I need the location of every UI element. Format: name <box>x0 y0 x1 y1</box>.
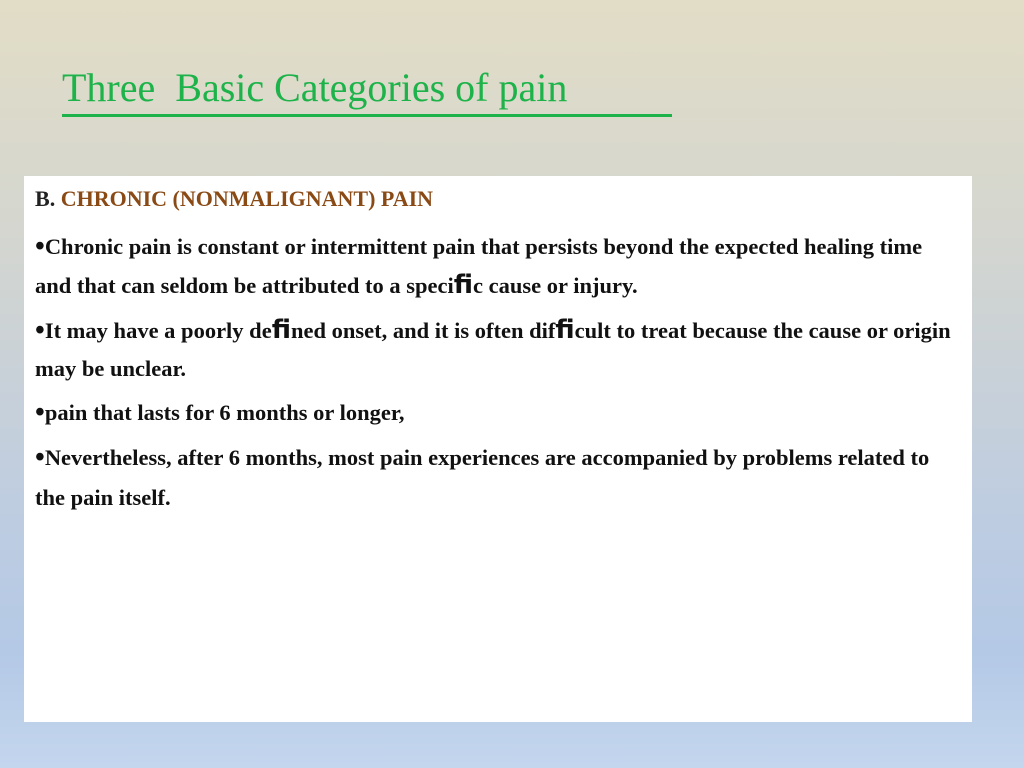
bullet-text: cult to treat because the cause or origin may be unclear. <box>35 318 951 381</box>
bullet-marker: • <box>35 231 45 262</box>
bullet-text: Chronic pain is constant or intermittent pain that persists beyond the expected healing time and that can seldom be attributed to a speci <box>35 234 923 298</box>
bullet-text: ned onset, and it is often dif <box>290 318 556 343</box>
bullet-text-ligature: fi <box>453 270 474 300</box>
bullet-item <box>35 438 952 518</box>
content-box <box>24 176 972 722</box>
section-separator: . <box>49 186 61 211</box>
section-letter: B <box>35 186 50 211</box>
slide-title: Three Basic Categories of pain <box>62 65 568 110</box>
bullet-marker: • <box>35 442 45 473</box>
title-underline <box>62 114 672 117</box>
bullet-item <box>35 228 952 305</box>
bullet-item <box>35 311 952 388</box>
bullet-text-ligature: fi <box>555 315 575 345</box>
bullet-marker: • <box>35 315 45 346</box>
bullet-marker: • <box>35 397 45 428</box>
section-heading <box>35 184 952 214</box>
bullet-text-ligature: fi <box>271 315 291 345</box>
bullet-text: pain that lasts for 6 months or longer, <box>44 400 405 425</box>
bullet-item <box>35 394 952 432</box>
bullet-text: c cause or injury. <box>473 273 638 298</box>
section-title: CHRONIC (NONMALIGNANT) PAIN <box>60 186 434 211</box>
bullet-text: It may have a poorly de <box>44 318 272 343</box>
bullet-text: Nevertheless, after 6 months, most pain experiences are accompanied by problems related to the pain itself. <box>35 445 930 510</box>
